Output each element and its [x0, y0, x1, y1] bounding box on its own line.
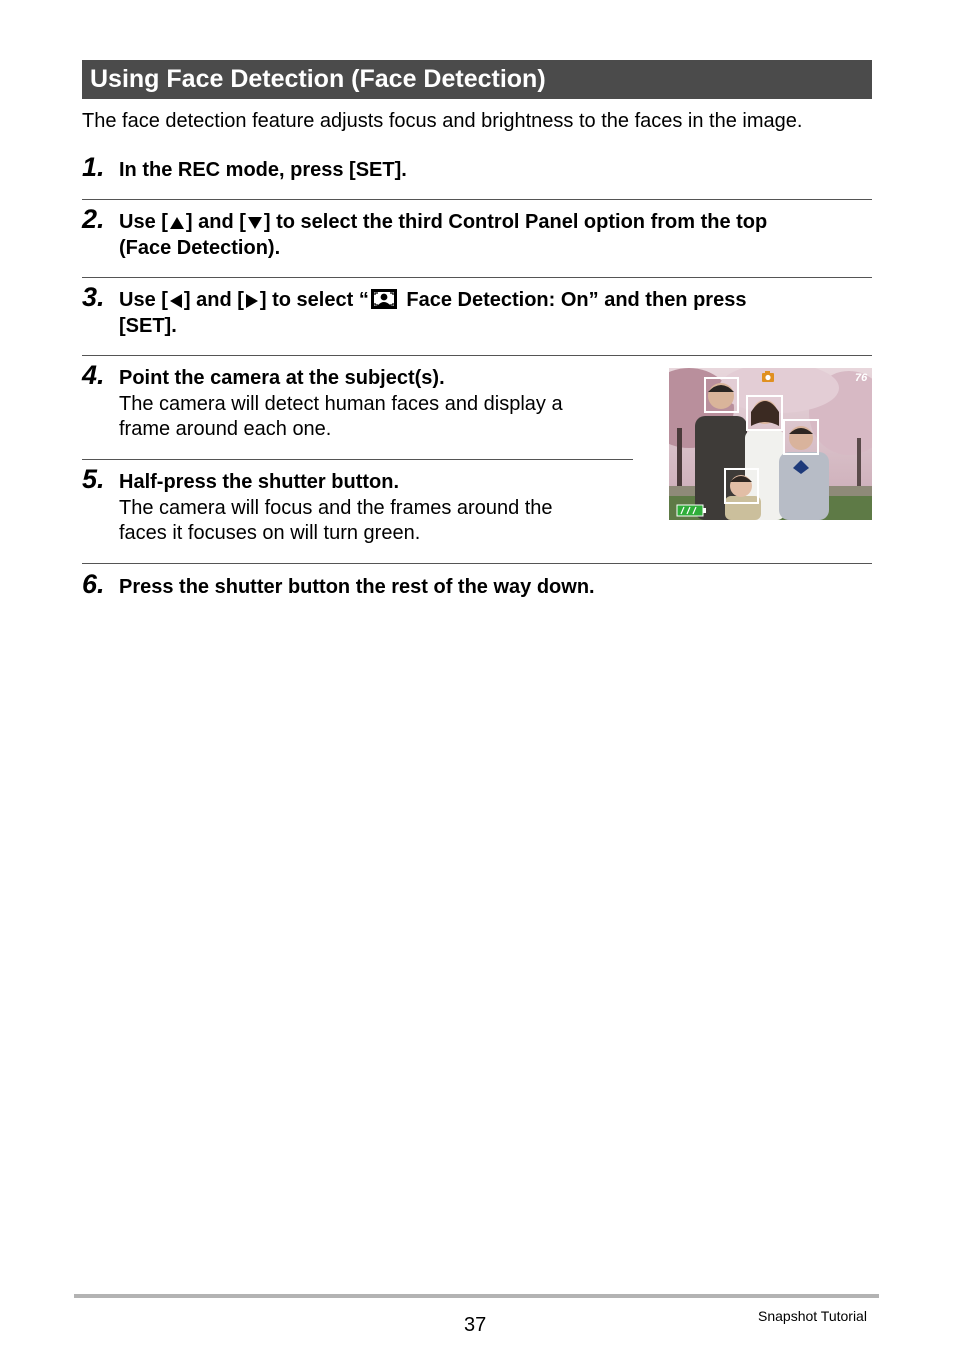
step-description: The camera will detect human faces and display a: [119, 393, 563, 415]
step-text: [119, 209, 767, 235]
step-text-part: ] to select the third Control Panel option from the top: [263, 211, 768, 233]
step-number: 3.: [82, 282, 105, 312]
step-number: 6.: [82, 569, 105, 599]
step-number: 1.: [82, 152, 105, 182]
shots-remaining-counter: 76: [855, 372, 868, 384]
step-description: faces it focuses on will turn green.: [119, 522, 421, 544]
divider: [82, 459, 633, 460]
step-text-line-2: (Face Detection).: [119, 237, 281, 259]
step-text: [119, 287, 746, 313]
section-header-bar: [82, 60, 872, 99]
step-text-part: ] and [: [185, 211, 246, 233]
step-text-part: Use [: [119, 289, 168, 311]
step-description: frame around each one.: [119, 418, 332, 440]
divider: [82, 277, 872, 278]
step-description: The camera will focus and the frames around the: [119, 497, 553, 519]
footer-section-label: Snapshot Tutorial: [758, 1308, 867, 1324]
step-text-part: ] and [: [183, 289, 244, 311]
right-triangle-icon: [245, 293, 259, 309]
section-title: Using Face Detection (Face Detection): [90, 65, 546, 93]
face-detection-example-photo: [669, 368, 872, 520]
step-text: Half-press the shutter button.: [119, 471, 400, 493]
step-text-part: Use [: [119, 211, 168, 233]
down-triangle-icon: [247, 216, 263, 230]
step-text: Point the camera at the subject(s).: [119, 367, 445, 389]
step-text-part: ] to select “: [259, 289, 369, 311]
intro-text: The face detection feature adjusts focus and brightness to the faces in the image.: [82, 110, 803, 132]
step-number: 5.: [82, 464, 105, 494]
step-number: 4.: [82, 360, 105, 390]
footer-rule: [74, 1294, 879, 1298]
page-number: 37: [464, 1314, 487, 1336]
face-detection-icon: [371, 289, 397, 309]
step-text-part: Face Detection: On” and then press: [400, 289, 747, 311]
step-text-line-2: [SET].: [119, 315, 177, 337]
step-text: Press the shutter button the rest of the way down.: [119, 576, 595, 598]
up-triangle-icon: [169, 216, 185, 230]
left-triangle-icon: [169, 293, 183, 309]
divider: [82, 199, 872, 200]
step-number: 2.: [82, 204, 105, 234]
divider: [82, 563, 872, 564]
divider: [82, 355, 872, 356]
battery-icon: [677, 505, 706, 516]
step-text: In the REC mode, press [SET].: [119, 159, 407, 181]
